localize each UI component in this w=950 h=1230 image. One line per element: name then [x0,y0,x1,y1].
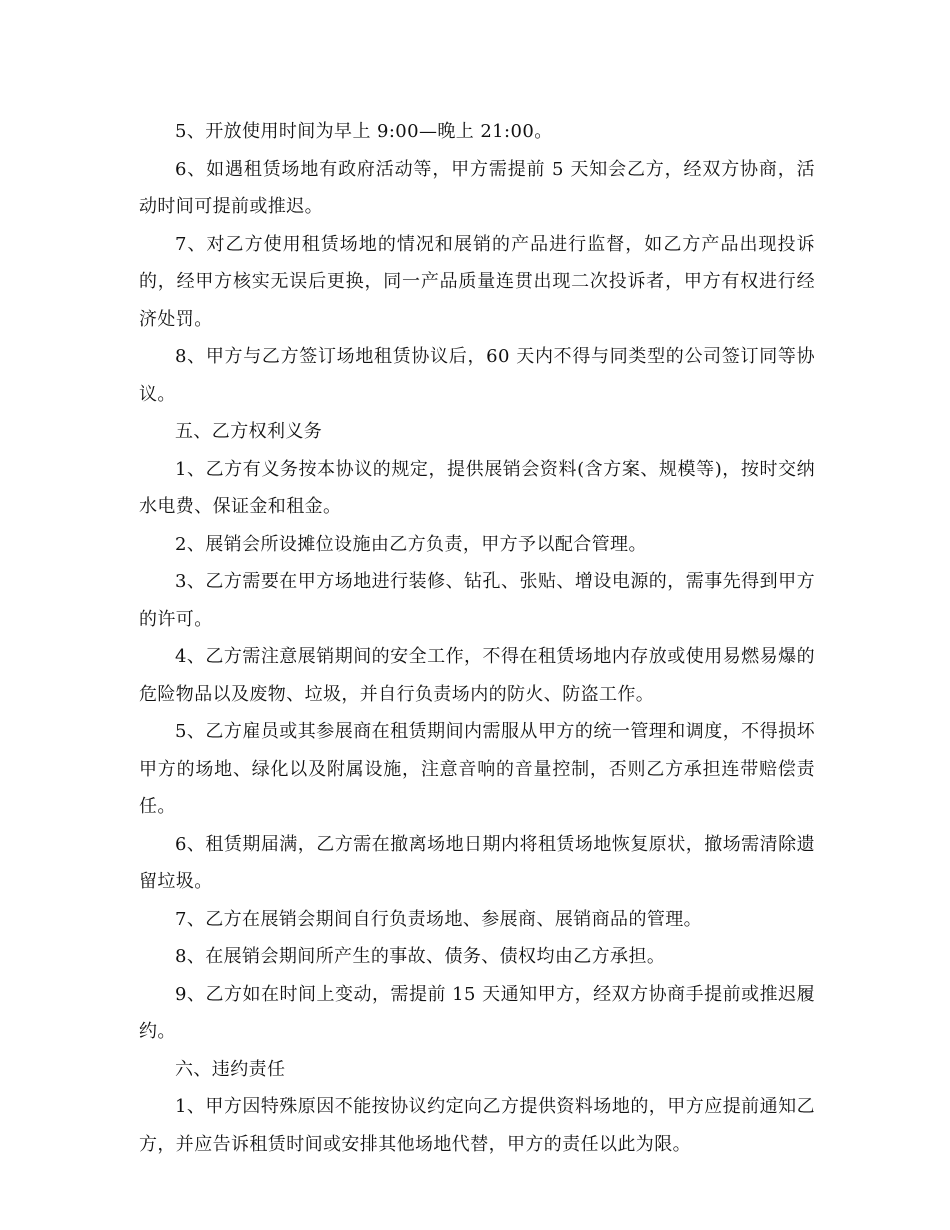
clause-b-renovation-permission: 3、乙方需要在甲方场地进行装修、钻孔、张贴、增设电源的，需事先得到甲方的许可。 [139,571,815,630]
document-body [139,113,815,1163]
clause-breach-party-a: 1、甲方因特殊原因不能按协议约定向乙方提供资料场地的，甲方应提前通知乙方，并应告诉租赁时间或安排其他场地代替，甲方的责任以此为限。 [139,1096,815,1155]
clause-b-restore-site: 6、租赁期届满，乙方需在撤离场地日期内将租赁场地恢复原状，撤场需清除遗留垃圾。 [139,833,815,892]
clause-b-liabilities: 8、在展销会期间所产生的事故、债务、债权均由乙方承担。 [175,946,666,967]
clause-b-materials-fees: 1、乙方有义务按本协议的规定，提供展销会资料(含方案、规模等)，按时交纳水电费、保证金和租金。 [139,458,815,517]
clause-b-schedule-change: 9、乙方如在时间上变动，需提前 15 天通知甲方，经双方协商手提前或推迟履约。 [139,983,815,1042]
clause-government-activity: 6、如遇租赁场地有政府活动等，甲方需提前 5 天知会乙方，经双方协商，活动时间可提前或推迟。 [139,158,815,217]
clause-product-supervision: 7、对乙方使用租赁场地的情况和展销的产品进行监督，如乙方产品出现投诉的，经甲方核实无误后更换，同一产品质量连贯出现二次投诉者，甲方有权进行经济处罚。 [139,233,815,330]
section-heading-party-b-rights: 五、乙方权利义务 [175,421,323,442]
clause-exclusivity: 8、甲方与乙方签订场地租赁协议后，60 天内不得与同类型的公司签订同等协议。 [139,346,815,405]
clause-b-self-management: 7、乙方在展销会期间自行负责场地、参展商、展销商品的管理。 [175,908,703,930]
clause-opening-hours: 5、开放使用时间为早上 9:00—晚上 21:00。 [175,121,553,142]
section-heading-breach-liability: 六、违约责任 [175,1058,286,1080]
clause-b-safety: 4、乙方需注意展销期间的安全工作，不得在租赁场地内存放或使用易燃易爆的危险物品以及废物、垃圾，并自行负责场内的防火、防盗工作。 [139,646,815,705]
clause-b-booth-facilities: 2、展销会所设摊位设施由乙方负责，甲方予以配合管理。 [175,533,647,555]
clause-b-staff-management: 5、乙方雇员或其参展商在租赁期间内需服从甲方的统一管理和调度，不得损坏甲方的场地、绿化以及附属设施，注意音响的音量控制，否则乙方承担连带赔偿责任。 [139,721,815,817]
